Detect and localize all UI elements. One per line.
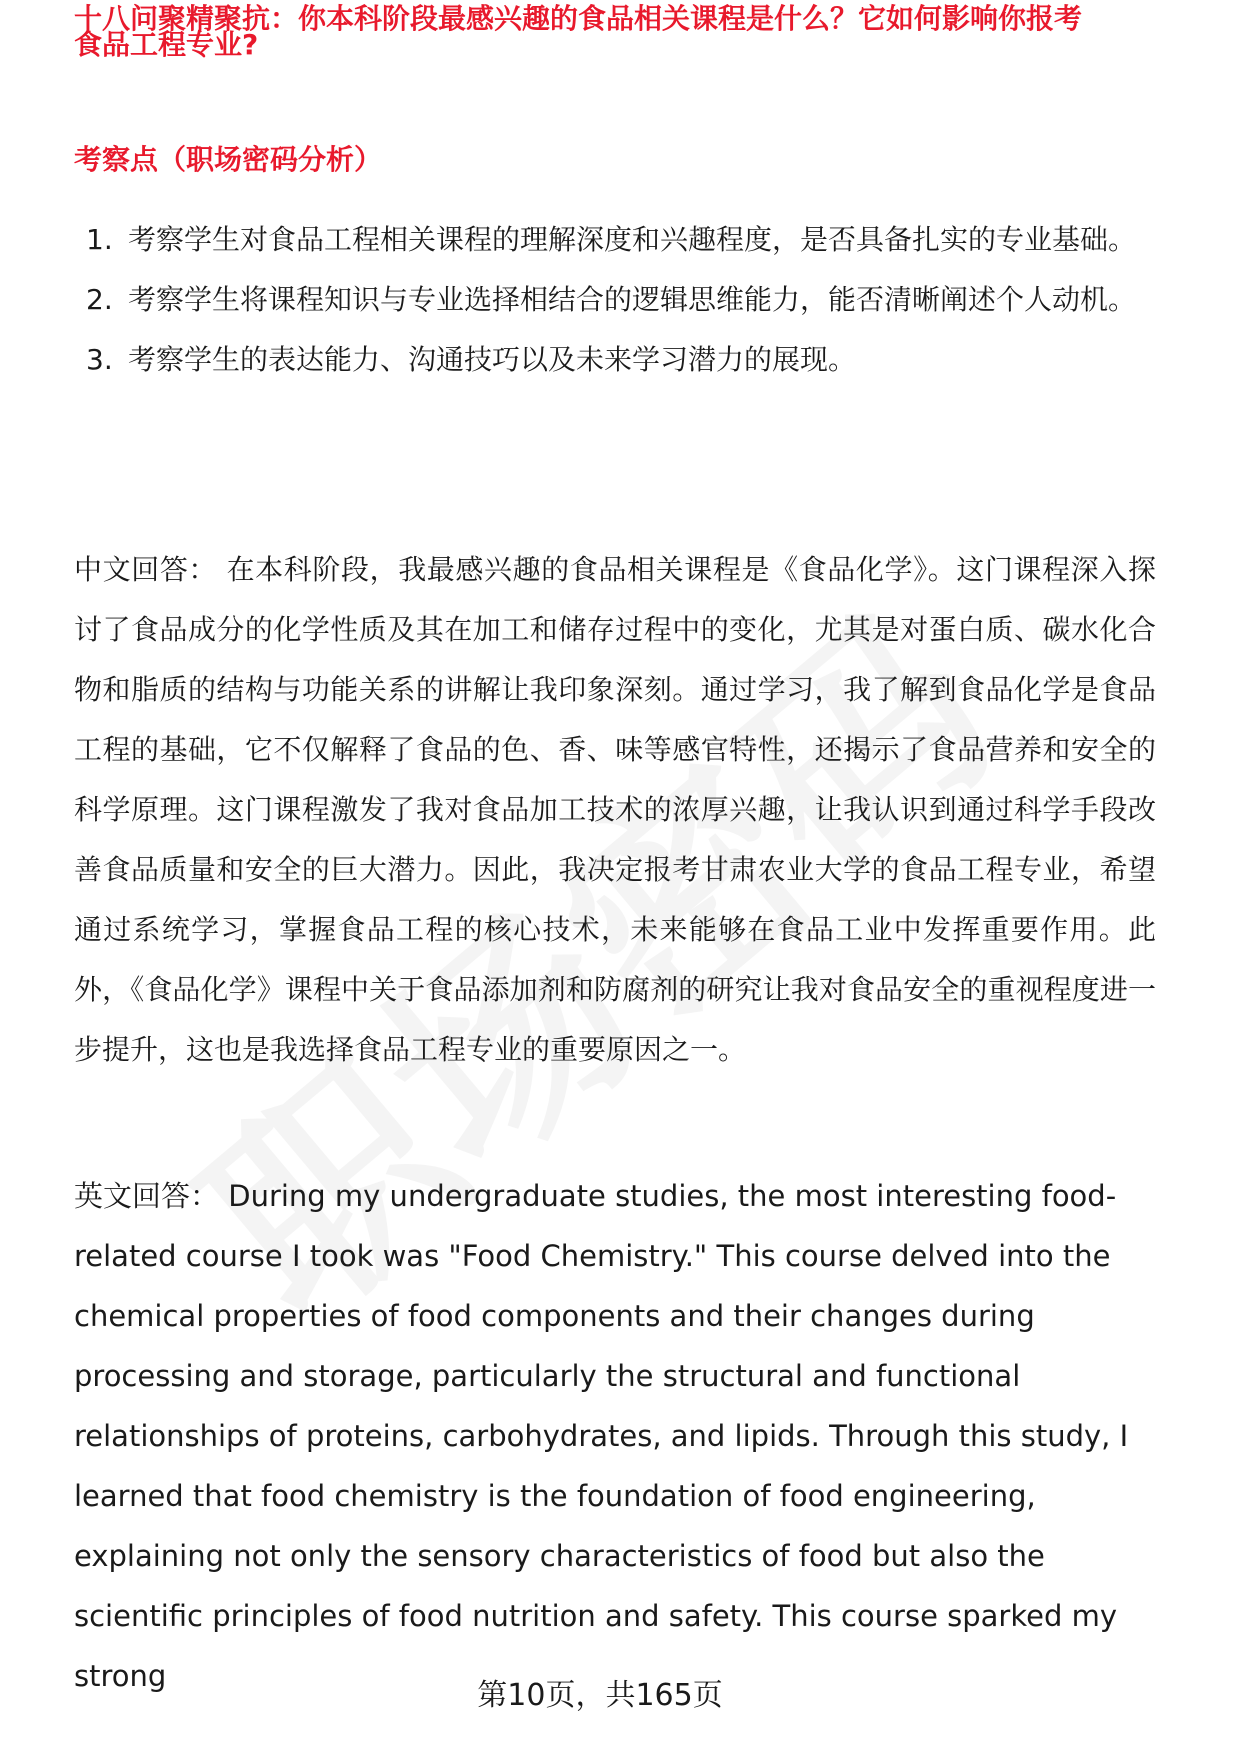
question-title-cut-line: 十八问聚精聚抗：你本科阶段最感兴趣的食品相关课程是什么？它如何影响你报考 (74, 2, 1083, 35)
chinese-answer (74, 540, 1156, 1080)
list-item-number: 2. (86, 283, 113, 316)
list-item-number: 1. (86, 223, 113, 256)
english-answer (74, 1166, 1156, 1706)
english-answer-text: During my undergraduate studies, the most interesting food-related course I took was "Food Chemistry." This course delved into the chemical properties of food components and their changes during processing and storage, particularly the structural and functional relationships of proteins, carbohydrates, and lipids. Through this study, I learned that food chemistry is the foundation of food engineering, explaining not only the sensory characteristics of food but also the scientific principles of food nutrition and safety. This course sparked my strong (74, 1179, 1129, 1693)
chinese-answer-label: 中文回答： (74, 553, 218, 586)
list-item (74, 270, 1154, 330)
english-answer-label: 英文回答： (74, 1179, 220, 1213)
assessment-list (74, 210, 1154, 390)
list-item (74, 210, 1154, 270)
chinese-answer-text: 在本科阶段，我最感兴趣的食品相关课程是《食品化学》。这门课程深入探讨了食品成分的化学性质及其在加工和储存过程中的变化，尤其是对蛋白质、碳水化合物和脂质的结构与功能关系的讲解让我印象深刻。通过学习，我了解到食品化学是食品工程的基础，它不仅解释了食品的色、香、味等感官特性，还揭示了食品营养和安全的科学原理。这门课程激发了我对食品加工技术的浓厚兴趣，让我认识到通过科学手段改善食品质量和安全的巨大潜力。因此，我决定报考甘肃农业大学的食品工程专业，希望通过系统学习，掌握食品工程的核心技术，未来能够在食品工业中发挥重要作用。此外，《食品化学》课程中关于食品添加剂和防腐剂的研究让我对食品安全的重视程度进一步提升，这也是我选择食品工程专业的重要原因之一。 (74, 553, 1156, 1066)
list-item-text: 考察学生对食品工程相关课程的理解深度和兴趣程度，是否具备扎实的专业基础。 (128, 223, 1137, 256)
question-title (74, 2, 1144, 74)
list-item-text: 考察学生的表达能力、沟通技巧以及未来学习潜力的展现。 (128, 343, 857, 376)
page-number: 第10页，共165页 (477, 1678, 723, 1713)
assessment-heading: 考察点（职场密码分析） (74, 143, 383, 176)
question-title-text: 食品工程专业? (74, 28, 259, 61)
list-item-number: 3. (86, 343, 113, 376)
list-item (74, 330, 1154, 390)
list-item-text: 考察学生将课程知识与专业选择相结合的逻辑思维能力，能否清晰阐述个人动机。 (128, 283, 1137, 316)
